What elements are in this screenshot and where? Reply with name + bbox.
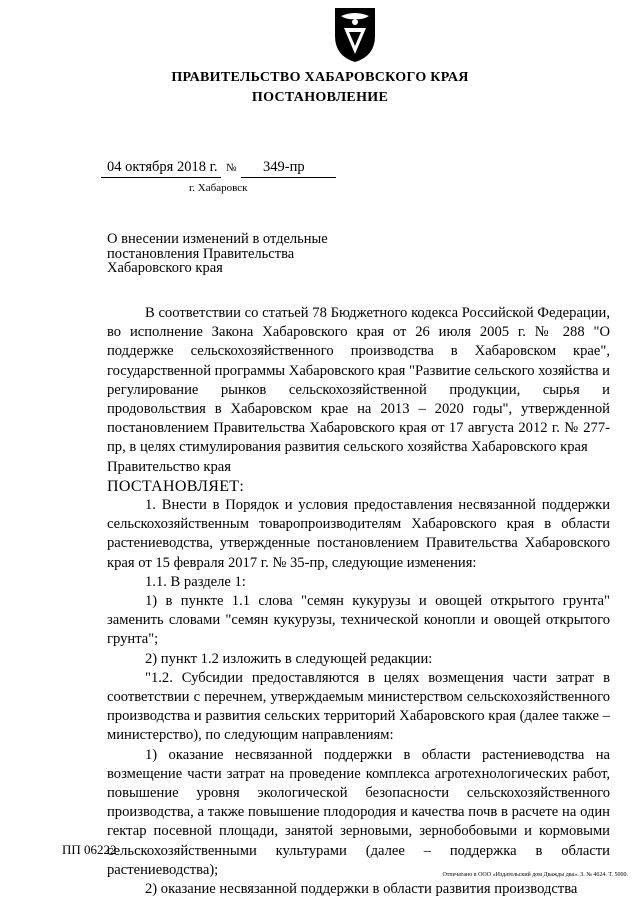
authority-line: Правительство края: [107, 458, 231, 475]
document-body: [107, 304, 610, 899]
item-1-1-2: 2) пункт 1.2 изложить в следующей редакции:: [145, 650, 433, 667]
item-1-1-1: 1) в пункте 1.1 слова "семян кукурузы и овощей открытого грунта" заменить словами "семян кукурузы, технической конопли и овощей открытого грунта";: [107, 593, 610, 648]
document-number: 349-пр: [263, 159, 305, 175]
document-city: г. Хабаровск: [189, 182, 248, 194]
document-subject: О внесении изменений в отдельные постановления Правительства Хабаровского края: [107, 231, 328, 276]
item-1: 1. Внести в Порядок и условия предоставления несвязанной поддержки сельскохозяйственным товаропроизводителям Хабаровского края в области растениеводства, утвержденные постановлением Правительства Хабаровского края от 15 февраля 2017 г. № 35-пр, следующие изменения:: [107, 497, 610, 571]
document-code: ПП 06222: [62, 842, 117, 857]
document-type-title: ПОСТАНОВЛЕНИЕ: [251, 90, 389, 105]
item-1-1: 1.1. В разделе 1:: [145, 573, 246, 590]
number-sign: №: [226, 162, 237, 174]
date-underline: [101, 177, 221, 178]
preamble-paragraph: В соответствии со статьей 78 Бюджетного кодекса Российской Федерации, во исполнение Закона Хабаровского края от 26 июля 2005 г. № 288 "О поддержке сельскохозяйственного производства в Хабаровском крае", государственной программы Хабаровского края "Развитие сельского хозяйства и регулирование рынков сельскохозяйственной продукции, сырья и продовольствия в Хабаровском крае на 2013 – 2020 годы", утвержденной постановлением Правительства Хабаровского края от 17 августа 2012 г. № 277-пр, в целях стимулирования развития сельского хозяйства Хабаровского края: [107, 305, 610, 456]
document-date: 04 октября 2018 г.: [107, 159, 218, 175]
coat-of-arms-emblem: [331, 4, 379, 64]
direction-2: 2) оказание несвязанной поддержки в области развития производства: [145, 881, 578, 898]
resolves-heading: ПОСТАНОВЛЯЕТ:: [107, 477, 245, 495]
government-title: ПРАВИТЕЛЬСТВО ХАБАРОВСКОГО КРАЯ: [171, 70, 469, 85]
number-underline: [241, 177, 336, 178]
printer-note: Отпечатано в ООО «Издательский дом Дважды два». З. № 4624. Т. 5000.: [442, 872, 628, 878]
direction-1: 1) оказание несвязанной поддержки в области растениеводства на возмещение части затрат на проведение комплекса агротехнологических работ, повышение уровня экологической безопасности сельскохозяйственного производства, а также повышение плодородия и качества почв в расчете на один гектар посевной площади, занятой зерновыми, зернобобовыми и кормовыми сельскохозяйственными культурами (далее – поддержка в области растениеводства);: [107, 746, 610, 878]
quoted-paragraph: "1.2. Субсидии предоставляются в целях возмещения части затрат в соответствии с перечнем, утверждаемым министерством сельскохозяйственного производства и развития сельских территорий Хабаровского края (далее также – министерство), по следующим направлениям:: [107, 669, 610, 744]
